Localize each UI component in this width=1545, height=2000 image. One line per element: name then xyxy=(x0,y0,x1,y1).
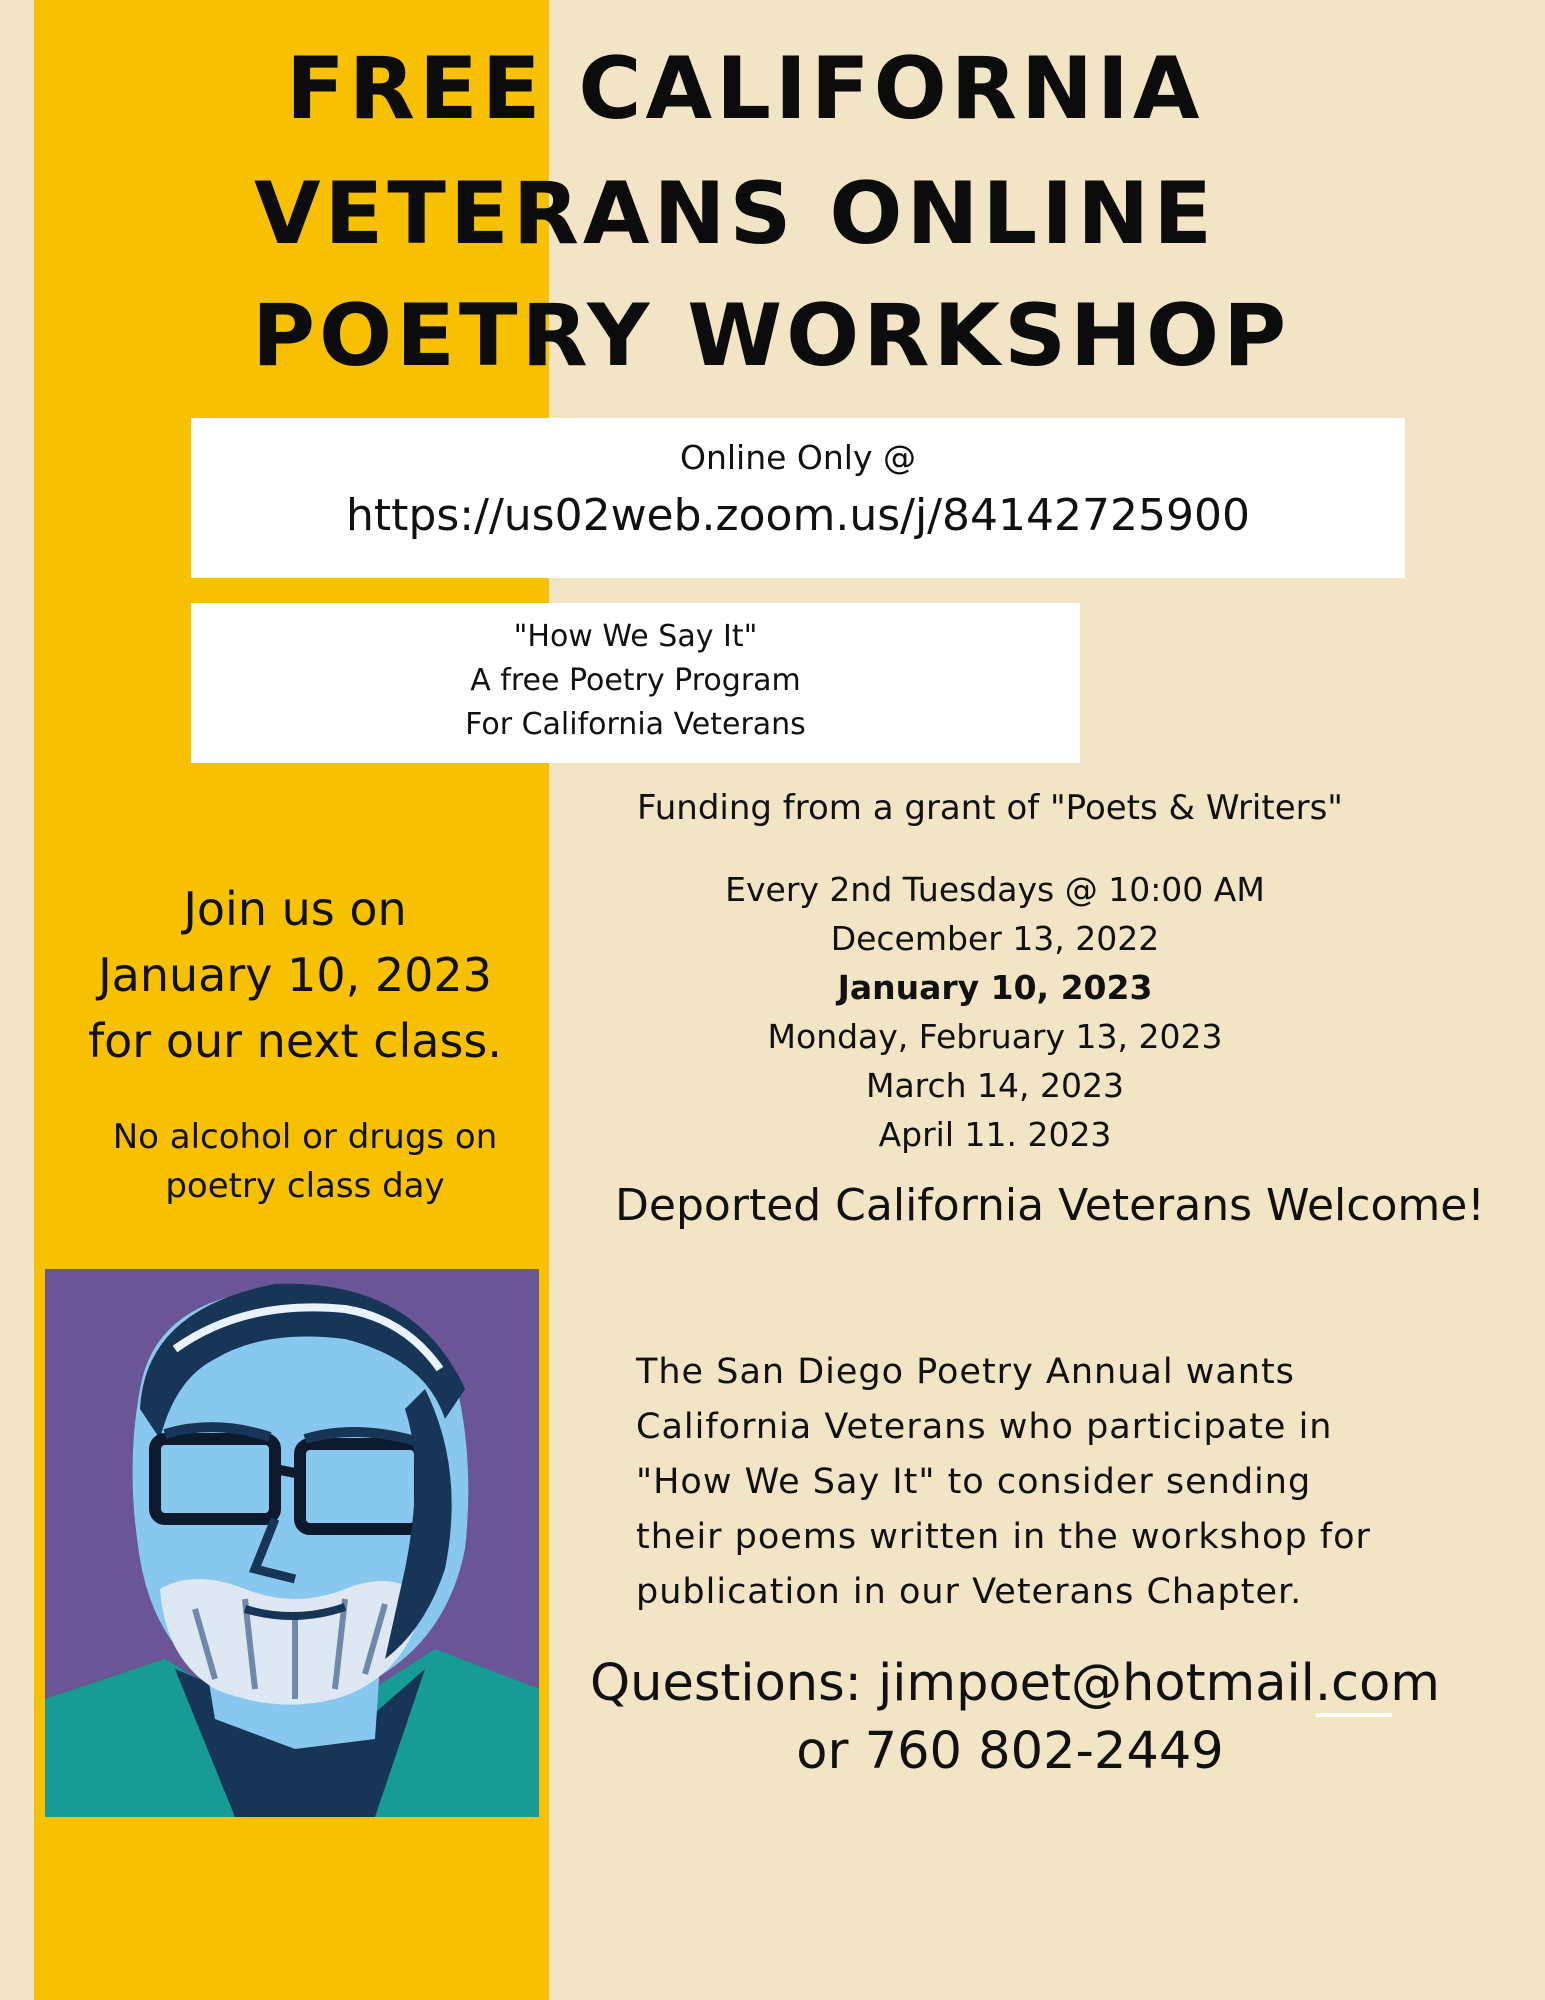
join-date: January 10, 2023 xyxy=(98,948,492,1002)
portrait-glasses-bridge xyxy=(275,1469,300,1474)
contact-info xyxy=(590,1650,1440,1786)
annual-line: "How We Say It" to consider sending xyxy=(636,1462,1312,1502)
program-description: A free Poetry Program xyxy=(470,663,801,698)
schedule-date: March 14, 2023 xyxy=(865,1066,1125,1105)
annual-line: their poems written in the workshop for xyxy=(636,1517,1371,1557)
annual-line: California Veterans who participate in xyxy=(636,1407,1333,1447)
schedule xyxy=(690,865,1300,1159)
poet-portrait-illustration xyxy=(45,1269,539,1817)
zoom-link[interactable]: https://us02web.zoom.us/j/84142725900 xyxy=(346,490,1250,541)
program-audience: For California Veterans xyxy=(465,707,806,742)
schedule-date-highlight: January 10, 2023 xyxy=(837,968,1153,1007)
online-only-label: Online Only @ xyxy=(679,438,916,477)
schedule-header: Every 2nd Tuesdays @ 10:00 AM xyxy=(725,870,1265,909)
notice-line: poetry class day xyxy=(165,1166,445,1206)
schedule-date: April 11. 2023 xyxy=(878,1115,1112,1154)
join-line: for our next class. xyxy=(87,1014,503,1068)
title-line-1: FREE CALIFORNIA xyxy=(286,39,1204,139)
annual-line: publication in our Veterans Chapter. xyxy=(636,1572,1303,1612)
welcome-message: Deported California Veterans Welcome! xyxy=(615,1180,1485,1231)
online-link-box xyxy=(191,418,1405,578)
annual-line: The San Diego Poetry Annual wants xyxy=(636,1352,1295,1392)
program-name: "How We Say It" xyxy=(513,619,758,654)
join-message xyxy=(60,876,530,1074)
contact-phone[interactable]: or 760 802-2449 xyxy=(796,1722,1224,1781)
program-box xyxy=(191,603,1080,763)
title-line-3: POETRY WORKSHOP xyxy=(252,286,1291,386)
schedule-date: December 13, 2022 xyxy=(830,919,1160,958)
title-line-2: VETERANS ONLINE xyxy=(254,164,1216,264)
underline-mark xyxy=(1316,1713,1392,1717)
contact-email[interactable]: Questions: jimpoet@hotmail.com xyxy=(590,1654,1440,1713)
schedule-date: Monday, February 13, 2023 xyxy=(767,1017,1223,1056)
notice-line: No alcohol or drugs on xyxy=(112,1117,498,1157)
funding-note: Funding from a grant of "Poets & Writers" xyxy=(637,788,1343,828)
no-alcohol-notice xyxy=(60,1113,550,1211)
join-line: Join us on xyxy=(183,882,407,936)
annual-paragraph xyxy=(636,1345,1456,1620)
